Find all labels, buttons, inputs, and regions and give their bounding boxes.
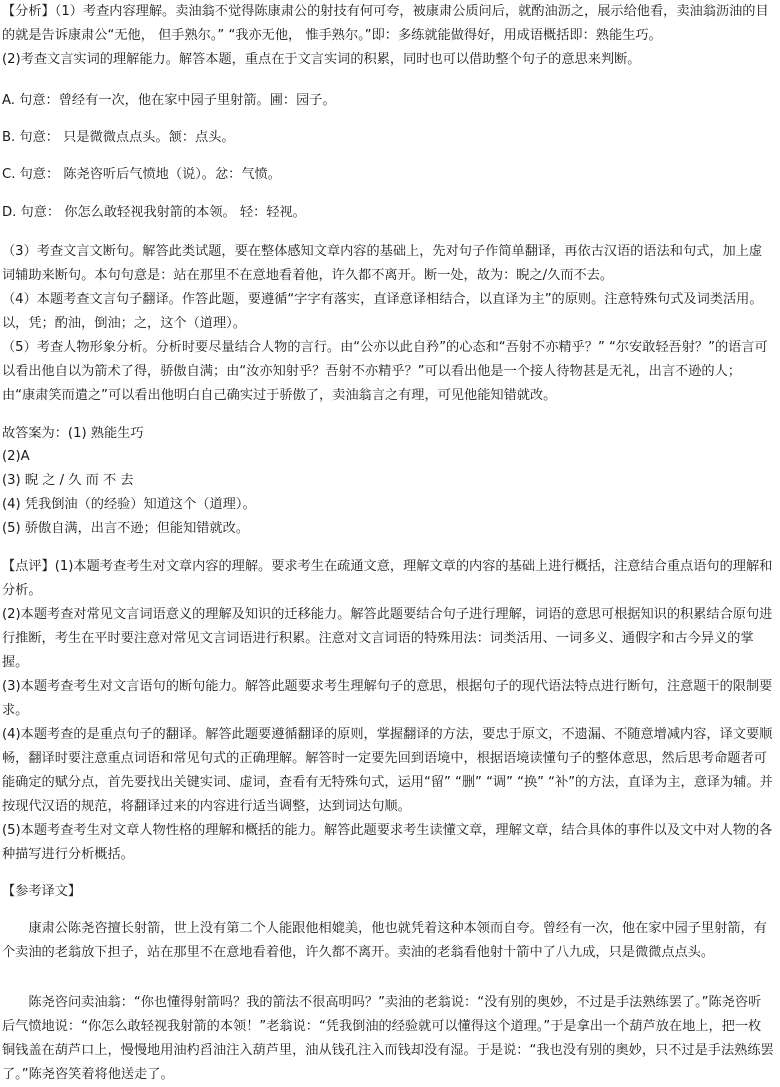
analysis-part-2: (2)考查文言实词的理解能力。解答本题，重点在于文言实词的积累，同时也可以借助整个句子的意思来判断。 (2, 52, 641, 67)
translation-heading: 【参考译文】 (2, 884, 82, 899)
option-c: C. 句意： 陈尧咨听后气愤地（说）。忿：气愤。 (2, 167, 281, 182)
option-b: B. 句意： 只是微微点点头。颔：点头。 (2, 130, 235, 145)
comment-2: (2)本题考查对常见文言词语意义的理解及知识的迁移能力。解答此题要结合句子进行理解，词语的意思可根据知识的积累结合原句进行推断，考生在平时要注意对常见文言词语进行积累。注意对文言词语的特殊用法：词类活用、一词多义、通假字和古今异义的掌握。 (2, 607, 773, 670)
answer-heading: 故答案为：(1) 熟能生巧 (2, 426, 144, 441)
translation-paragraph-1: 康肃公陈尧咨擅长射箭，世上没有第二个人能跟他相媲美，他也就凭着这种本领而自夸。曾经有一次，他在家中园子里射箭，有个卖油的老翁放下担子，站在那里不在意地看着他，许久都不离开。卖油的老翁看他射十箭中了八九成，只是微微点点头。 (2, 921, 767, 960)
option-a: A. 句意：曾经有一次，他在家中园子里射箭。圃：园子。 (2, 93, 336, 108)
comment-1: 【点评】(1)本题考查考生对文章内容的理解。要求考生在疏通文意，理解文章的内容的基础上进行概括，注意结合重点语句的理解和分析。 (2, 559, 773, 598)
comment-5: (5)本题考查考生对文章人物性格的理解和概括的能力。解答此题要求考生读懂文章，理解文章，结合具体的事件以及文中对人物的各种描写进行分析概括。 (2, 823, 773, 862)
analysis-part-3: （3）考查文言文断句。解答此类试题，要在整体感知文章内容的基础上，先对句子作简单翻译，再依古汉语的语法和句式，加上虚词辅助来断句。本句句意是：站在那里不在意地看着他，许久都不离开。断一处，故为：睨之/久而不去。 (2, 244, 763, 283)
answer-5: (5) 骄傲自满，出言不逊；但能知错就改。 (2, 521, 250, 536)
answer-3: (3) 睨 之 / 久 而 不 去 (2, 473, 134, 488)
translation-paragraph-2: 陈尧咨问卖油翁：“你也懂得射箭吗？我的箭法不很高明吗？”卖油的老翁说：“没有别的奥妙，不过是手法熟练罢了。”陈尧咨听后气愤地说：“你怎么敢轻视我射箭的本领！”老翁说：“凭我倒油的经验就可以懂得这个道理。”于是拿出一个葫芦放在地上，把一枚铜钱盖在葫芦口上，慢慢地用油杓舀油注入葫芦里，油从钱孔注入而钱却没有湿。于是说：“我也没有别的奥妙，只不过是手法熟练罢了。”陈尧咨笑着将他送走了。 (2, 995, 774, 1082)
comment-3: (3)本题考查考生对文言语句的断句能力。解答此题要求考生理解句子的意思，根据句子的现代语法特点进行断句，注意题干的限制要求。 (2, 679, 773, 718)
option-d: D. 句意： 你怎么敢轻视我射箭的本领。 轻：轻视。 (2, 205, 306, 220)
answer-2: (2)A (2, 449, 30, 464)
analysis-part-4: （4）本题考查文言句子翻译。作答此题，要遵循“字字有落实，直译意译相结合，以直译为主”的原则。注意特殊句式及词类活用。以，凭；酌油，倒油；之，这个（道理）。 (2, 292, 763, 331)
analysis-part-5: （5）考查人物形象分析。分析时要尽量结合人物的言行。由“公亦以此自矜”的心态和“吾射不亦精乎？” “尔安敢轻吾射？”的语言可以看出他自以为箭术了得，骄傲自满；由“汝亦知射乎？吾射不亦精乎？”可以看出他是一个接人待物甚是无礼，出言不逊的人；由“康肃笑而遣之”可以看出他明白自己确实过于骄傲了，卖油翁言之有理，可见他能知错就改。 (2, 340, 768, 403)
answer-4: (4) 凭我倒油（的经验）知道这个（道理）。 (2, 497, 256, 512)
comment-4: (4)本题考查的是重点句子的翻译。解答此题要遵循翻译的原则，掌握翻译的方法，要忠于原文，不遗漏、不随意增减内容，译文要顺畅，翻译时要注意重点词语和常见句式的正确理解。解答时一定要先回到语境中，根据语境读懂句子的整体意思，然后思考命题者可能确定的赋分点，首先要找出关键实词、虚词，查看有无特殊句式，运用“留” “删” “调” “换” “补”的方法，直译为主，意译为辅。并按现代汉语的规范，将翻译过来的内容进行适当调整，达到词达句顺。 (2, 727, 773, 814)
analysis-part-1: 【分析】（1）考查内容理解。卖油翁不觉得陈康肃公的射技有何可夸，被康肃公质问后，就酌油沥之，展示给他看，卖油翁沥油的目的就是告诉康肃公“无他， 但手熟尔。” “我亦无他， 惟手熟尔。”即：多练就能做得好，用成语概括即：熟能生巧。 (2, 4, 769, 43)
